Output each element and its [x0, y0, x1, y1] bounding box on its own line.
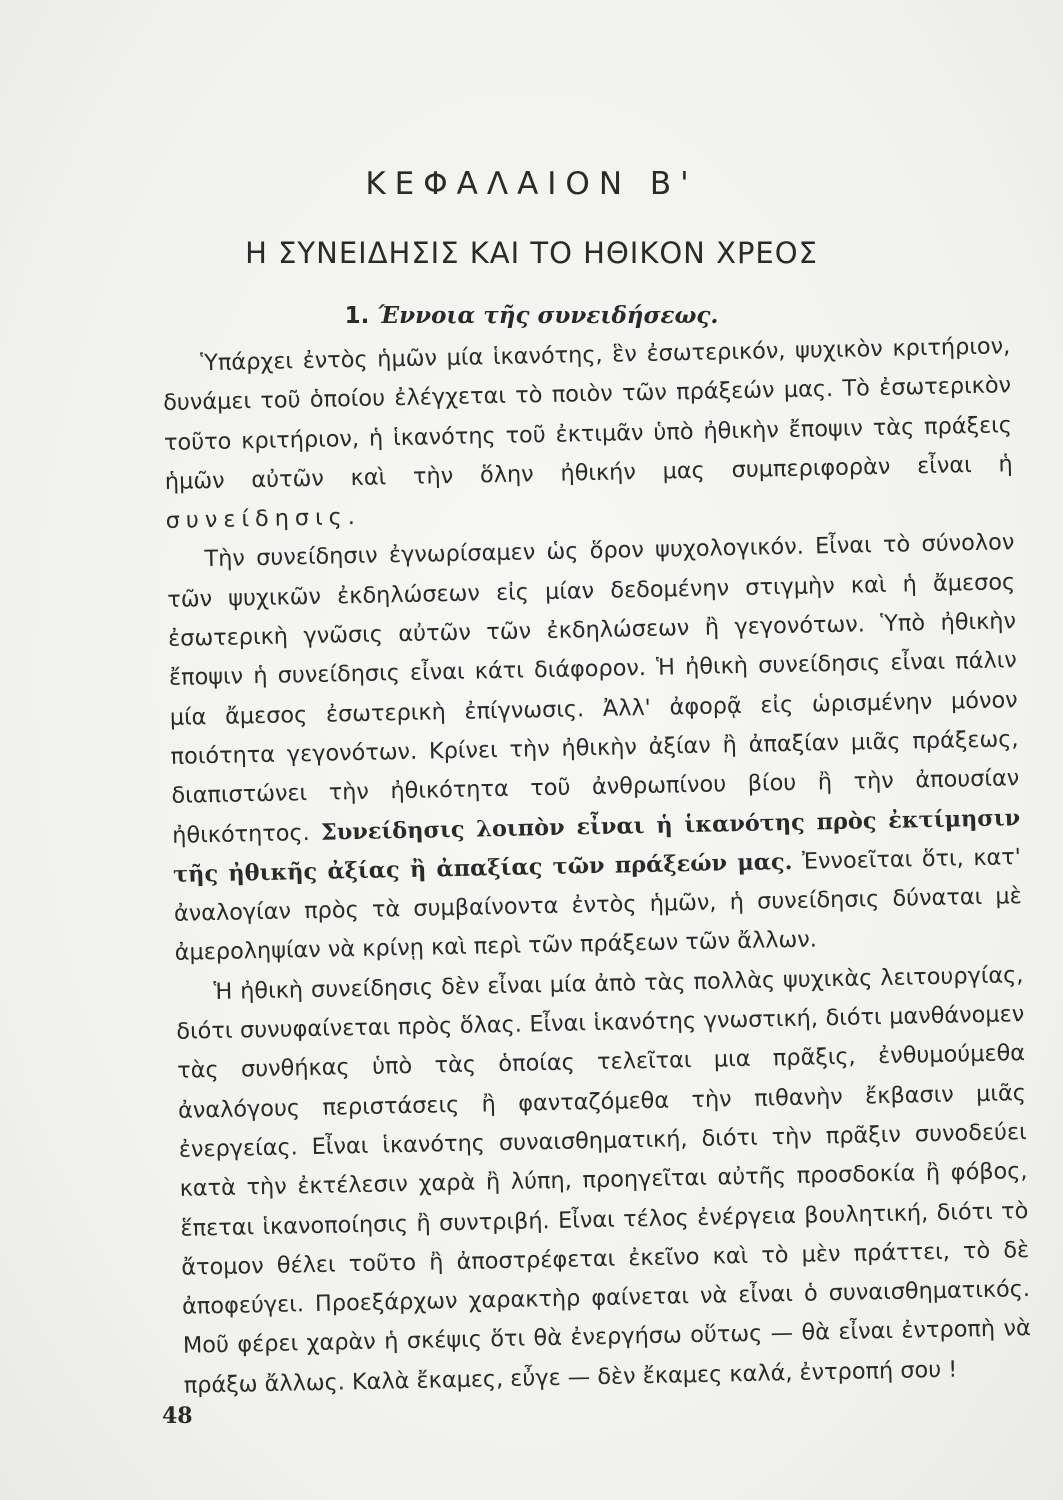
- paragraph-1: [162, 327, 1014, 541]
- chapter-label: ΚΕΦΑΛΑΙΟΝ Β': [365, 166, 698, 202]
- body-text: [162, 327, 1032, 1406]
- section-number: 1.: [344, 303, 370, 329]
- term-syneidisis: συνείδησις: [165, 504, 349, 535]
- paragraph-2-tail: Ἐννοεῖται ὅτι, κατ' ἀναλογίαν πρὸς τὰ συμβαίνοντα ἐντὸς ἡμῶν, ἡ συνείδησις δύναται μὲ ἀμεροληψίαν νὰ κρίνῃ καὶ περὶ τῶν πράξεων τῶν ἄλλων.: [173, 843, 1023, 967]
- definition-bold: Συνείδησις λοιπὸν εἶναι ἡ ἱκανότης πρὸς ἐκτίμησιν τῆς ἠθικῆς ἀξίας ἢ ἀπαξίας τῶν πράξεών μας.: [172, 804, 1021, 888]
- paragraph-3: [175, 956, 1032, 1406]
- paragraph-1-text: Ὑπάρχει ἐντὸς ἡμῶν μία ἱκανότης, ἓν ἐσωτερικόν, ψυχικὸν κριτήριον, δυνάμει τοῦ ὁποίου ἐλέγχεται τὸ ποιὸν τῶν πράξεών μας. Τὸ ἐσωτερικὸν τοῦτο κριτήριον, ἡ ἱκανότης τοῦ ἐκτιμᾶν ὑπὸ ἠθικὴν ἔποψιν τὰς πράξεις ἡμῶν αὐτῶν καὶ τὴν ὅλην ἠθικήν μας συμπεριφορὰν εἶναι ἡ: [162, 333, 1013, 495]
- paragraph-2: [166, 524, 1023, 974]
- paragraph-2-text: Τὴν συνείδησιν ἐγνωρίσαμεν ὡς ὅρον ψυχολογικόν. Εἶναι τὸ σύνολον τῶν ψυχικῶν ἐκδηλώσεων εἰς μίαν δεδομένην στιγμὴν καὶ ἡ ἄμεσος ἐσωτερικὴ γνῶσις αὐτῶν τῶν ἐκδηλώσεων ἢ γεγονότων. Ὑπὸ ἠθικὴν ἔποψιν ἡ συνείδησις εἶναι κάτι διάφορον. Ἡ ἠθικὴ συνείδησις εἶναι πάλιν μία ἄμεσος ἐσωτερικὴ ἐπίγνωσις. Ἀλλ' ἀφορᾷ εἰς ὡρισμένην μόνον ποιότητα γεγονότων. Κρίνει τὴν ἠθικὴν ἀξίαν ἢ ἀπαξίαν μιᾶς πράξεως, διαπιστώνει τὴν ἠθικότητα τοῦ ἀνθρωπίνου βίου ἢ τὴν ἀπουσίαν ἠθικότητος.: [167, 529, 1020, 849]
- paragraph-1-end: .: [347, 504, 356, 531]
- paragraph-3-text: Ἡ ἠθικὴ συνείδησις δὲν εἶναι μία ἀπὸ τὰς πολλὰς ψυχικὰς λειτουργίας, διότι συνυφαίνεται πρὸς ὅλας. Εἶναι ἱκανότης γνωστική, διότι μανθάνομεν τὰς συνθήκας ὑπὸ τὰς ὁποίας τελεῖται μια πρᾶξις, ἐνθυμούμεθα ἀναλόγους περιστάσεις ἢ φανταζόμεθα τὴν πιθανὴν ἔκβασιν μιᾶς ἐνεργείας. Εἶναι ἱκανότης συναισθηματική, διότι τὴν πρᾶξιν συνοδεύει κατὰ τὴν ἐκτέλεσιν χαρὰ ἢ λύπη, προηγεῖται αὐτῆς προσδοκία ἢ φόβος, ἕπεται ἱκανοποίησις ἢ συντριβή. Εἶναι τέλος ἐνέργεια βουλητική, διότι τὸ ἄτομον θέλει τοῦτο ἢ ἀποστρέφεται ἐκεῖνο καὶ τὸ μὲν πράττει, τὸ δὲ ἀποφεύγει. Προεξάρχων χαρακτὴρ φαίνεται νὰ εἶναι ὁ συναισθηματικός. Μοῦ φέρει χαρὰν ἡ σκέψις ὅτι θὰ ἐνεργήσω οὕτως — θὰ εἶναι ἐντροπὴ νὰ πράξω ἄλλως. Καλὰ ἔκαμες, εὖγε — δὲν ἔκαμες καλά, ἐντροπή σου !: [176, 961, 1032, 1399]
- section-heading: [0, 302, 1063, 329]
- section-title: Έννοια τῆς συνειδήσεως.: [377, 302, 719, 329]
- page-number: 48: [162, 1403, 193, 1429]
- chapter-title: Η ΣΥΝΕΙΔΗΣΙΣ ΚΑΙ ΤΟ ΗΘΙΚΟΝ ΧΡΕΟΣ: [245, 236, 818, 270]
